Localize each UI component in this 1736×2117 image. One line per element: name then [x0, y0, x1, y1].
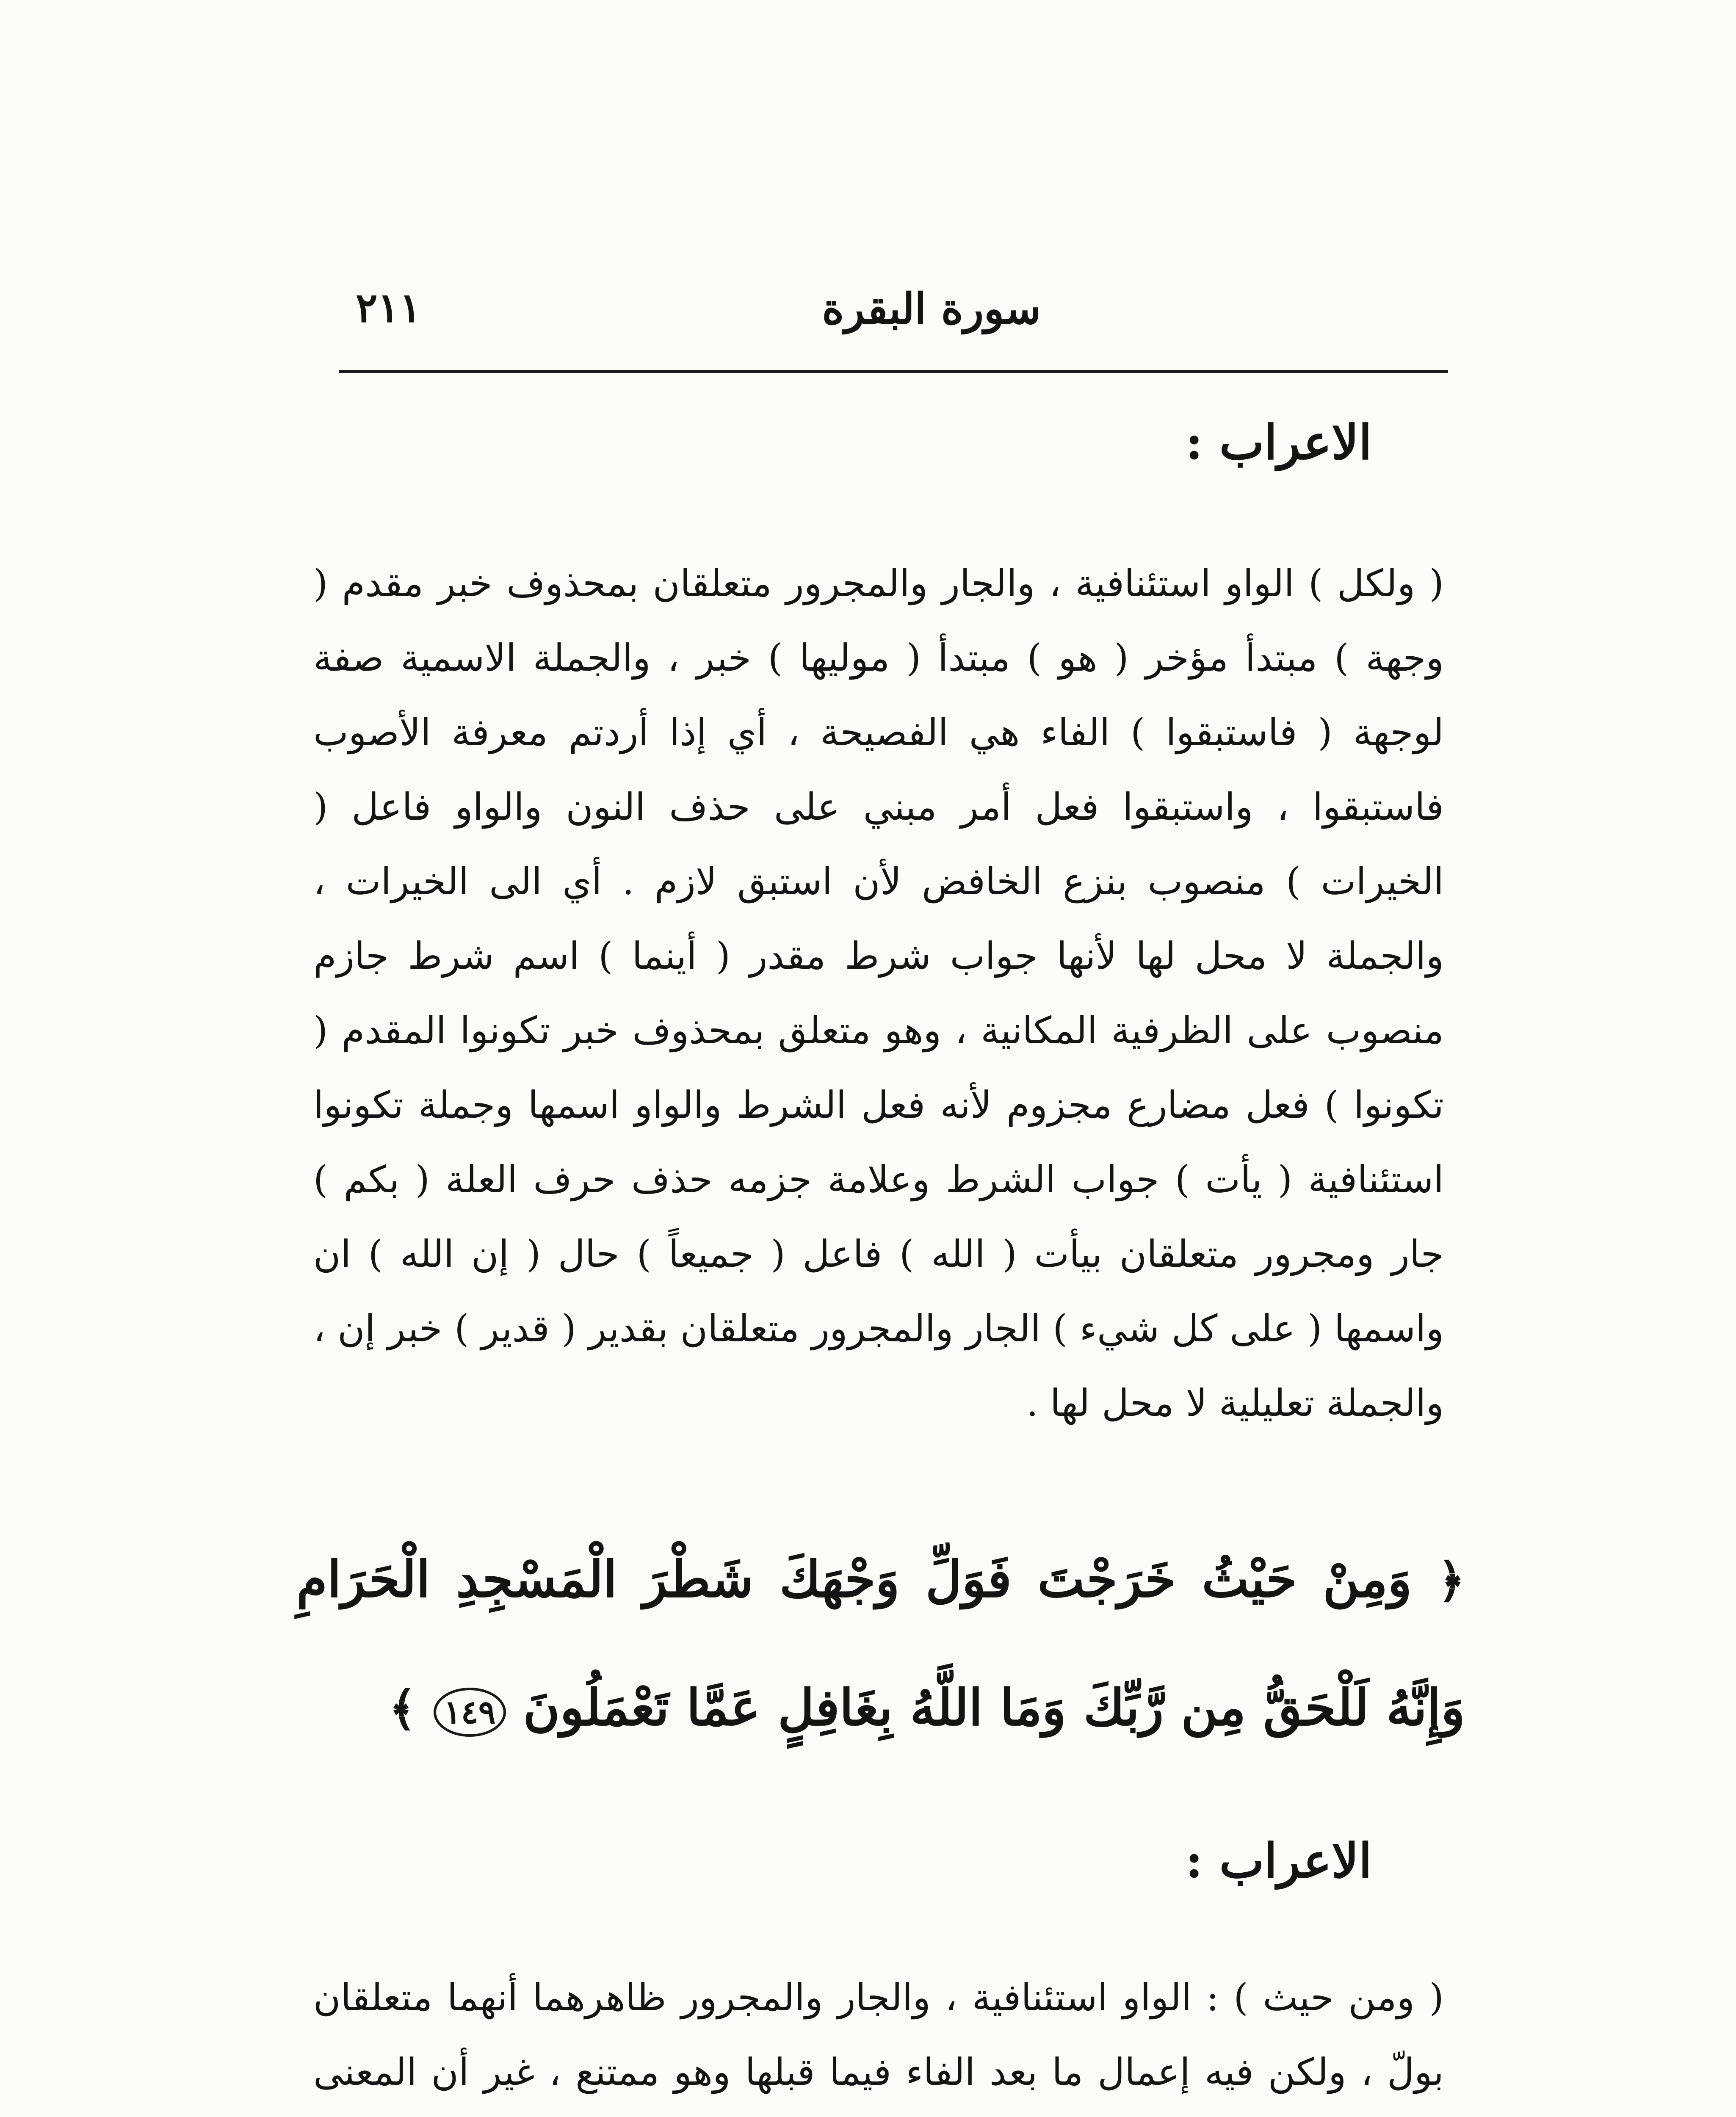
section-2-heading: الاعراب : — [1185, 1833, 1372, 1889]
verse-close-bracket: ﴾ — [389, 1681, 416, 1736]
quran-verse — [296, 1516, 1465, 1772]
section-2-paragraph: ( ومن حيث ) : الواو استئنافية ، والجار والمجرور ظاهرهما أنهما متعلقان بولّ ، ولكن فيه إعمال ما بعد الفاء فيما قبلها وهو ممتنع ، غير أن المعنى — [313, 1976, 1444, 2094]
header-divider — [339, 370, 1448, 373]
verse-text: وَمِنْ حَيْثُ خَرَجْتَ فَوَلِّ وَجْهَكَ شَطْرَ الْمَسْجِدِ الْحَرَامِ وَإِنَّهُ لَلْحَقُّ مِن رَّبِّكَ وَمَا اللَّهُ بِغَافِلٍ عَمَّا تَعْمَلُونَ — [296, 1550, 1465, 1737]
verse-number-marker: ١٤٩ — [434, 1688, 506, 1737]
verse-open-bracket: ﴿ — [1437, 1553, 1465, 1608]
page-number: ٢١١ — [356, 284, 421, 332]
section-1-heading: الاعراب : — [1185, 415, 1372, 470]
sura-title: سورة البقرة — [822, 284, 1041, 334]
section-1-paragraph: ( ولكل ) الواو استئنافية ، والجار والمجرور متعلقان بمحذوف خبر مقدم ( وجهة ) مبتدأ مؤخر ( هو ) مبتدأ ( موليها ) خبر ، والجملة الاسمية صفة لوجهة ( فاستبقوا ) الفاء هي الفصيحة ، أي إذا أردتم معرفة الأصوب فاستبقوا ، واستبقوا فعل أمر مبني على حذف النون والواو فاعل ( الخيرات ) منصوب بنزع الخافض لأن استبق لازم . أي الى الخيرات ، والجملة لا محل لها لأنها جواب شرط مقدر ( أينما ) اسم شرط جازم منصوب على الظرفية المكانية ، وهو متعلق بمحذوف خبر تكونوا المقدم ( تكونوا ) فعل مضارع مجزوم لأنه فعل الشرط والواو اسمها وجملة تكونوا استئنافية ( يأت ) جواب الشرط وعلامة جزمه حذف حرف العلة ( بكم ) جار ومجرور متعلقان بيأت ( الله ) فاعل ( جميعاً ) حال ( إن الله ) ان واسمها ( على كل شيء ) الجار والمجرور متعلقان بقدير ( قدير ) خبر إن ، والجملة تعليلية لا محل لها . — [313, 561, 1444, 1425]
running-header — [339, 271, 1448, 356]
